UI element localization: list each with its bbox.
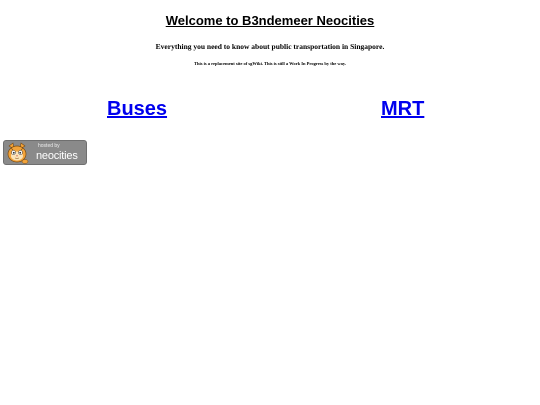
page-title: Welcome to B3ndemeer Neocities	[165, 13, 375, 28]
mrt-link[interactable]: MRT	[381, 98, 425, 120]
badge-hosted-by-label: hosted by	[38, 143, 60, 149]
wip-notice: This is a replacement site of sgWiki. This is still a Work In Progress by the way.	[193, 61, 347, 66]
buses-link[interactable]: Buses	[107, 98, 168, 120]
hosted-by-neocities-badge[interactable]	[3, 140, 87, 165]
page-subtitle: Everything you need to know about public transportation in Singapore.	[155, 42, 385, 51]
badge-neocities-label: neocities	[36, 150, 78, 162]
neocities-cat-logo-icon	[5, 142, 29, 165]
